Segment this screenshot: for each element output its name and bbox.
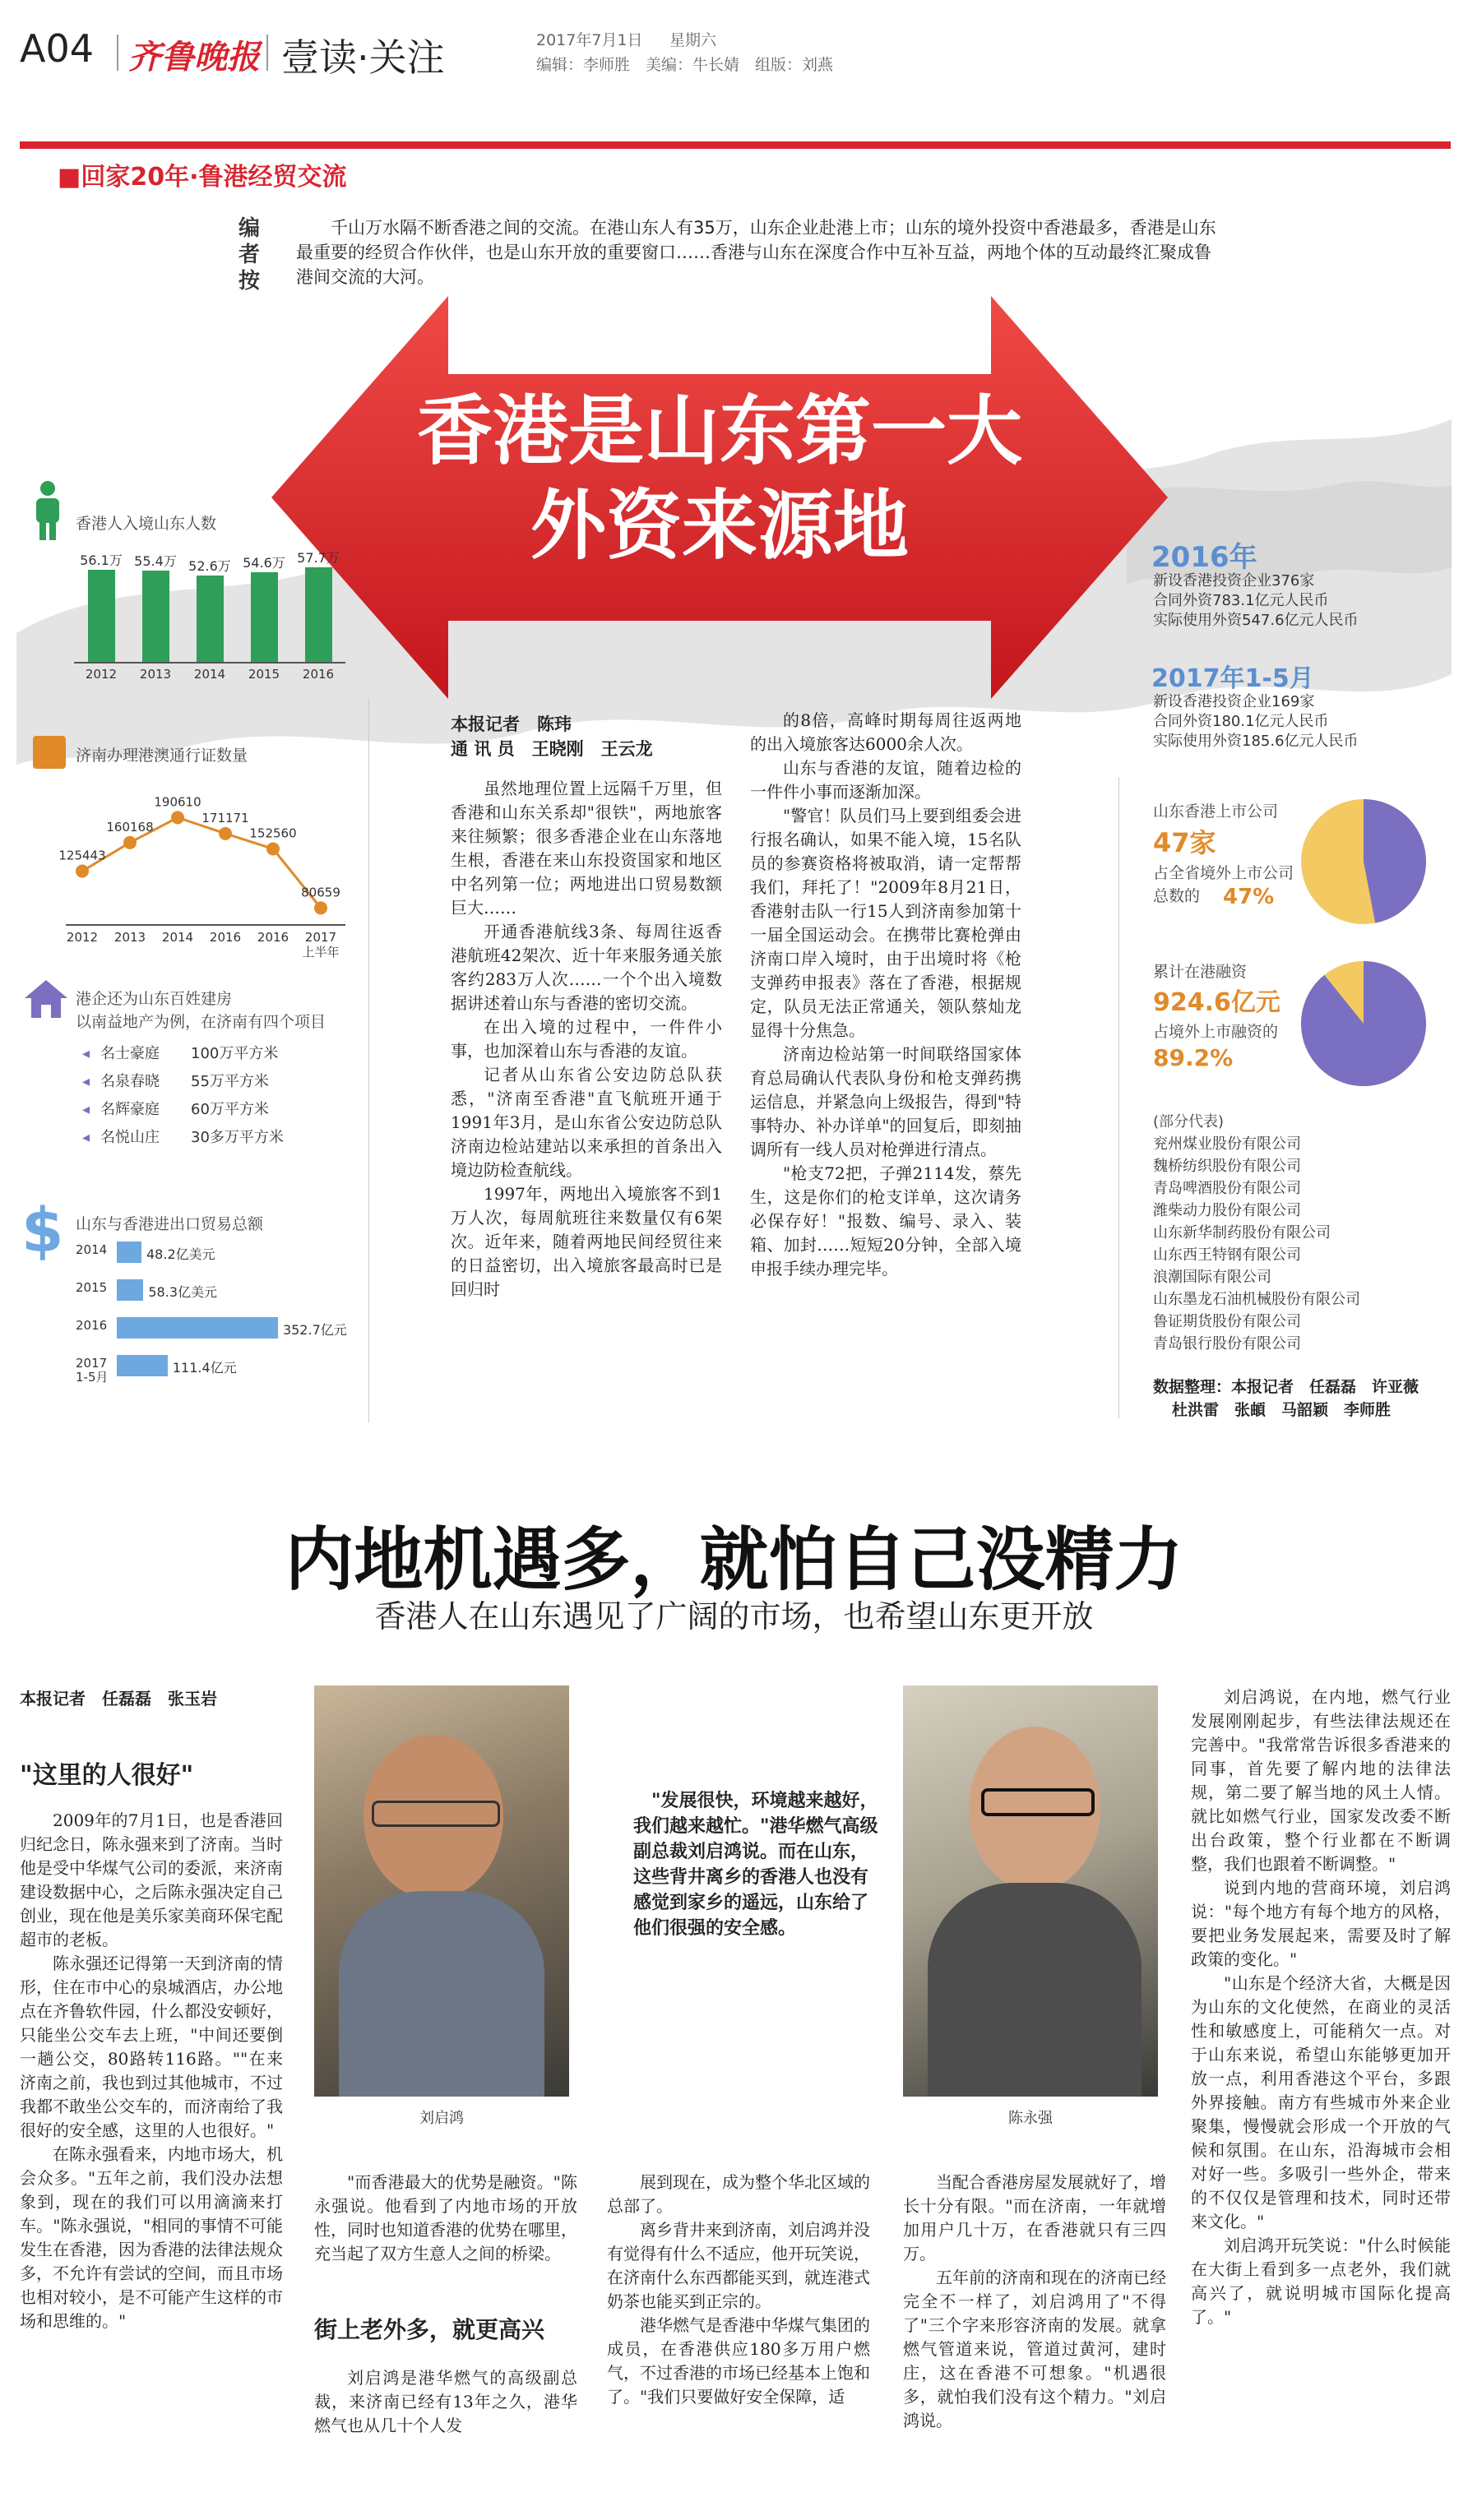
listed-pie-chart — [1298, 796, 1429, 927]
paragraph: 刘启鸿开玩笑说："什么时候能在大街上看到多一点老外，我们就高兴了，就说明城市国际化提高了。" — [1191, 2236, 1451, 2327]
top-rule — [20, 141, 1451, 149]
bullet-icon: ◂ — [82, 1129, 90, 1146]
stat-line: 实际使用外资185.6亿元人民币 — [1153, 733, 1359, 750]
listed-share: 47% — [1223, 885, 1275, 909]
paper-logo: 齐鲁晚报 — [128, 38, 260, 76]
headline2-title: 内地机遇多，就怕自己没精力 — [285, 1519, 1183, 1600]
article1-column-2 — [750, 709, 1021, 1281]
stats-2017-lines — [1153, 692, 1359, 751]
paragraph: 在陈永强看来，内地市场大，机会众多。"五年之前，我们没办法想象到，现在的我们可以用滴滴来打车。"陈永强说，"相同的事情不可能发生在香港，因为香港的法律法规众多，不允许有尝试的空间，而且市场也相对较小，是不可能产生这样的市场和思维的。" — [20, 2144, 283, 2331]
property-title-2: 以南益地产为例，在济南有四个项目 — [76, 1013, 326, 1031]
paragraph: 在出入境的过程中，一件件小事，也加深着山东与香港的友谊。 — [451, 1017, 722, 1061]
tick-label: 2012 — [66, 930, 99, 945]
paragraph: 的8倍，高峰时期每周往返两地的出入境旅客达6000余人次。 — [750, 710, 1021, 754]
tick-label: 2017 — [304, 930, 337, 945]
article2-column-5 — [1191, 1685, 1451, 2329]
tick-label: 2014 — [193, 667, 226, 682]
paragraph: 虽然地理位置上远隔千万里，但香港和山东关系却"很铁"，两地旅客来往频繁；很多香港企业在山东落地生根，香港在来山东投资国家和地区中名列第一位；两地进出口贸易数额巨大…… — [451, 779, 722, 918]
article1-column-rule — [368, 699, 369, 1422]
article2-byline: 本报记者 任磊磊 张玉岩 — [20, 1689, 217, 1709]
headline-line-1: 香港是山东第一大 — [416, 387, 1022, 475]
property-list — [82, 1040, 345, 1152]
data-credit-2: 杜洪雷 张頔 马韶颖 李师胜 — [1172, 1401, 1392, 1419]
property-name: 名泉春晓 — [100, 1073, 160, 1090]
property-area: 30多万平方米 — [191, 1129, 284, 1146]
bullet-icon: ◂ — [82, 1101, 90, 1118]
tick-label: 2017 1-5月 — [76, 1356, 109, 1385]
bar — [251, 572, 278, 662]
tick-label: 2016 — [302, 667, 335, 682]
header-divider — [117, 35, 118, 71]
bar — [117, 1279, 143, 1301]
data-point — [123, 836, 137, 849]
property-name: 名悦山庄 — [100, 1129, 160, 1146]
companies-heading: (部分代表) — [1153, 1113, 1225, 1131]
tick-label: 2015 — [248, 667, 280, 682]
x-axis — [74, 662, 345, 664]
company-item: 兖州煤业股份有限公司 — [1153, 1135, 1301, 1153]
tick-label: 2016 — [257, 930, 289, 945]
data-label: 56.1万 — [80, 552, 123, 568]
article1-byline-1: 本报记者 陈玮 — [451, 714, 572, 734]
tick-label: 2013 — [139, 667, 172, 682]
data-label: 55.4万 — [134, 553, 177, 570]
house-icon — [23, 978, 69, 1020]
data-label: 160168 — [106, 819, 154, 835]
paragraph: 2009年的7月1日，也是香港回归纪念日，陈永强来到了济南。当时他是受中华煤气公司的委派，来济南建设数据中心，之后陈永强决定自己创业，现在他是美乐家美商环保宅配超市的老板。 — [20, 1810, 283, 1949]
property-area: 60万平方米 — [191, 1101, 269, 1118]
financing-label: 累计在港融资 — [1153, 963, 1248, 981]
data-label: 48.2亿美元 — [146, 1246, 215, 1262]
financing-pie-chart — [1298, 958, 1429, 1089]
data-label: 152560 — [249, 825, 297, 841]
data-point — [171, 811, 184, 824]
tick-label: 2016 — [209, 930, 242, 945]
paragraph: "而香港最大的优势是融资。"陈永强说。他看到了内地市场的开放性，同时也知道香港的优势在哪里，充当起了双方生意人之间的桥梁。 — [314, 2172, 577, 2263]
article2-column-4 — [903, 2171, 1166, 2433]
caption-left: 刘启鸿 — [419, 2110, 464, 2127]
article2-subhead-2: 街上老外多，就更高兴 — [314, 2316, 545, 2343]
paragraph: 离乡背井来到济南，刘启鸿并没有觉得有什么不适应，他开玩笑说，在济南什么东西都能买到，就连港式奶茶也能买到正宗的。 — [607, 2220, 870, 2311]
paragraph: "山东是个经济大省，大概是因为山东的文化使然，在商业的灵活性和敏感度上，可能稍欠一点。对于山东来说，希望山东能够更加开放一点，利用香港这个平台，多跟外界接触。南方有些城市外来企业聚集，慢慢就会形成一个开放的气候和氛围。在山东，沿海城市会相对好一些。多吸引一些外企，带来的不仅仅是管理和技术，同时还带来文化。" — [1191, 1973, 1451, 2231]
headline2-subtitle: 香港人在山东遇见了广阔的市场，也希望山东更开放 — [374, 1598, 1094, 1635]
data-label: 80659 — [301, 885, 340, 900]
pie-slice-share — [1301, 961, 1426, 1086]
company-item: 青岛啤酒股份有限公司 — [1153, 1180, 1301, 1197]
stat-line: 新设香港投资企业169家 — [1153, 693, 1315, 710]
paragraph: "警官！队员们马上要到组委会进行报名确认，如果不能入境，15名队员的参赛资格将被取消，请一定帮帮我们，拜托了！"2009年8月21日，香港射击队一行15人到济南参加第十一届全国运动会。在携带比赛枪弹由济南口岸入境时，由于出境时将《枪支弹药申报表》落在了香港，根据规定，队员无法正常通关，领队蔡灿龙显得十分焦急。 — [750, 806, 1021, 1040]
editor-note-text: 千山万水隔不断香港之间的交流。在港山东人有35万，山东企业赴港上市；山东的境外投资中香港最多，香港是山东最重要的经贸合作伙伴，也是山东开放的重要窗口……香港与山东在深度合作中互补互益，两地个体的互动最终汇聚成鲁港间交流的大河。 — [296, 218, 1216, 287]
paragraph: 五年前的济南和现在的济南已经完全不一样了，刘启鸿用了"不得了"三个字来形容济南的发展。就拿燃气管道来说，管道过黄河，建时庄，这在香港不可想象。"机遇很多，就怕我们没有这个精力。"刘启鸿说。 — [903, 2268, 1166, 2430]
tick-label: 2012 — [85, 667, 118, 682]
article2-column-2b — [314, 2366, 577, 2438]
stats-2017-heading: 2017年1-5月 — [1151, 664, 1314, 693]
property-item — [82, 1040, 345, 1068]
property-area: 100万平方米 — [191, 1045, 279, 1062]
company-item: 青岛银行股份有限公司 — [1153, 1335, 1301, 1352]
bar — [117, 1317, 278, 1339]
company-item: 山东西王特钢有限公司 — [1153, 1246, 1301, 1264]
listed-label: 山东香港上市公司 — [1153, 802, 1279, 821]
article2-column-2 — [314, 2171, 577, 2266]
stats-2016-lines — [1153, 571, 1359, 631]
data-credit-1: 数据整理：本报记者 任磊磊 许亚薇 — [1153, 1378, 1419, 1396]
data-point — [266, 842, 280, 855]
stats-divider — [1118, 777, 1119, 1418]
property-item — [82, 1124, 345, 1152]
bar — [117, 1242, 141, 1263]
bar — [117, 1355, 168, 1376]
tick-label: 2016 — [76, 1318, 108, 1333]
paragraph: 记者从山东省公安边防总队获悉，"济南至香港"直飞航班开通于1991年3月，是山东省公安边防总队济南边检站建站以来承担的首条出入境边防检查航线。 — [451, 1065, 722, 1180]
headline-line-2: 外资来源地 — [530, 482, 909, 570]
property-area: 55万平方米 — [191, 1073, 269, 1090]
data-label: 57.7万 — [297, 549, 340, 566]
passport-icon — [33, 736, 66, 769]
data-point — [314, 901, 327, 914]
tick-label: 2015 — [76, 1280, 108, 1295]
paragraph: 1997年，两地出入境旅客不到1万人次，每周航班往来数量仅有6架次。近年来，随着两地民间经贸往来的日益密切，出入境旅客最高时已是回归时 — [451, 1184, 722, 1299]
paragraph: 山东与香港的友谊，随着边检的一件件小事而逐渐加深。 — [750, 758, 1021, 802]
permit-chart-title: 济南办理港澳通行证数量 — [76, 747, 248, 765]
page-header — [20, 20, 1451, 86]
stat-line: 新设香港投资企业376家 — [1153, 572, 1315, 590]
stat-line: 合同外资180.1亿元人民币 — [1153, 713, 1329, 730]
financing-share-label: 占境外上市融资的 — [1153, 1023, 1279, 1041]
header-weekday: 星期六 — [669, 31, 717, 49]
data-label: 190610 — [154, 794, 201, 810]
property-title-1: 港企还为山东百姓建房 — [76, 990, 233, 1008]
data-point — [219, 827, 232, 840]
dollar-icon: $ — [21, 1195, 64, 1266]
company-item: 山东新华制药股份有限公司 — [1153, 1224, 1331, 1242]
data-label: 111.4亿元 — [172, 1360, 237, 1376]
tick-label: 2014 — [161, 930, 194, 945]
data-label: 352.7亿元 — [282, 1322, 347, 1338]
paragraph: "枪支72把，子弹2114发，蔡先生，这是你们的枪支详单，这次请务必保存好！"报数、编号、录入、装箱、加封……短短20分钟，全部入境申报手续办理完毕。 — [750, 1163, 1021, 1278]
company-list — [1153, 1133, 1433, 1355]
listed-value: 47家 — [1153, 827, 1216, 858]
header-date: 2017年7月1日 — [536, 31, 643, 49]
stats-2016-heading: 2016年 — [1151, 541, 1257, 574]
paragraph: 陈永强还记得第一天到济南的情形，住在市中心的泉城酒店，办公地点在齐鲁软件园，什么都没安顿好，只能坐公交车去上班，"中间还要倒一趟公交，80路转116路。""在来济南之前，我也到过其他城市，不过我都不敢坐公交车的，而济南给了我很好的安全感，这里的人也很好。" — [20, 1954, 283, 2140]
pull-quote: "发展很快，环境越来越好，我们越来越忙。"港华燃气高级副总裁刘启鸿说。而在山东，这些背井离乡的香港人也没有感觉到家乡的遥远，山东给了他们很强的安全感。 — [633, 1791, 878, 1939]
data-point — [76, 865, 89, 878]
company-item: 鲁证期货股份有限公司 — [1153, 1313, 1301, 1330]
bullet-icon: ◂ — [82, 1073, 90, 1090]
data-label: 171171 — [201, 810, 249, 825]
bar — [305, 567, 332, 662]
paragraph: 济南边检站第一时间联络国家体育总局确认代表队身份和枪支弹药携运信息，并紧急向上级报告，得到"特事特办、补办详单"的回复后，即刻抽调所有一线人员对枪弹进行清点。 — [750, 1044, 1021, 1159]
header-divider-2 — [266, 35, 268, 71]
bar — [88, 570, 115, 662]
financing-share: 89.2% — [1153, 1044, 1234, 1071]
photo-chen-yongqiang — [903, 1685, 1158, 2097]
photo-liu-qihong — [314, 1685, 569, 2097]
pie-slice-share — [1364, 799, 1426, 923]
paragraph: 说到内地的营商环境，刘启鸿说："每个地方有每个地方的风格，要把业务发展起来，需要及时了解政策的变化。" — [1191, 1878, 1451, 1969]
paragraph: 刘启鸿说，在内地，燃气行业发展刚刚起步，有些法律法规还在完善中。"我常常告诉很多香港来的同事，首先要了解内地的法律法规，第二要了解当地的风土人情。就比如燃气行业，国家发改委不断出台政策，整个行业都在不断调整，我们也跟着不断调整。" — [1191, 1687, 1451, 1874]
property-item — [82, 1096, 345, 1124]
trade-bar-chart — [76, 1242, 347, 1398]
editor-note-label: 编者按 — [238, 216, 261, 294]
trade-chart-title: 山东与香港进出口贸易总额 — [76, 1215, 264, 1233]
article2-column-3 — [607, 2171, 870, 2409]
stat-line: 合同外资783.1亿元人民币 — [1153, 592, 1329, 609]
company-item: 山东墨龙石油机械股份有限公司 — [1153, 1291, 1360, 1308]
paragraph: 刘启鸿是港华燃气的高级副总裁，来济南已经有13年之久，港华燃气也从几十个人发 — [314, 2368, 577, 2435]
listed-share-label: 占全省境外上市公司总数的 — [1153, 864, 1294, 905]
bullet-icon: ◂ — [82, 1045, 90, 1062]
permit-line-chart — [58, 769, 345, 959]
data-label: 52.6万 — [188, 557, 231, 574]
person-icon — [33, 481, 63, 540]
tick-note: 上半年 — [302, 945, 340, 959]
stat-line: 实际使用外资547.6亿元人民币 — [1153, 612, 1359, 629]
financing-value: 924.6亿元 — [1153, 988, 1280, 1017]
article2-subhead-1: "这里的人很好" — [20, 1761, 194, 1790]
tick-label: 2013 — [113, 930, 146, 945]
article2-column-1 — [20, 1809, 283, 2333]
bar — [197, 576, 224, 662]
bar — [142, 571, 169, 662]
series-tag: ■回家20年·鲁港经贸交流 — [58, 163, 347, 192]
data-label: 125443 — [58, 848, 106, 863]
caption-right: 陈永强 — [1008, 2110, 1053, 2127]
company-item: 魏桥纺织股份有限公司 — [1153, 1158, 1301, 1175]
paragraph: 开通香港航线3条、每周往返香港航班42架次、近十年来服务通关旅客约283万人次……一个个出入境数据讲述着山东与香港的密切交流。 — [451, 922, 722, 1013]
article1-byline-2: 通 讯 员 王晓刚 王云龙 — [451, 739, 653, 759]
data-label: 54.6万 — [243, 554, 285, 571]
property-name: 名辉豪庭 — [100, 1101, 160, 1118]
page-number: A04 — [20, 26, 95, 71]
visitor-bar-chart — [74, 547, 345, 687]
header-editors: 编辑：李师胜 美编：牛长婧 组版：刘燕 — [536, 56, 834, 74]
data-label: 58.3亿美元 — [148, 1284, 218, 1300]
tick-label: 2014 — [76, 1242, 108, 1257]
company-item: 潍柴动力股份有限公司 — [1153, 1202, 1301, 1219]
paragraph: 当配合香港房屋发展就好了，增长十分有限。"而在济南，一年就增加用户几十万，在香港就只有三四万。 — [903, 2172, 1166, 2263]
paragraph: 展到现在，成为整个华北区域的总部了。 — [607, 2172, 870, 2216]
company-item: 浪潮国际有限公司 — [1153, 1269, 1271, 1286]
paragraph: 港华燃气是香港中华煤气集团的成员，在香港供应180多万用户燃气，不过香港的市场已经基本上饱和了。"我们只要做好安全保障，适 — [607, 2315, 870, 2407]
visitor-chart-title: 香港人入境山东人数 — [76, 515, 217, 533]
article1-column-1 — [451, 777, 722, 1302]
property-name: 名士豪庭 — [100, 1045, 160, 1062]
section-title: 壹读·关注 — [281, 35, 445, 80]
property-item — [82, 1068, 345, 1096]
